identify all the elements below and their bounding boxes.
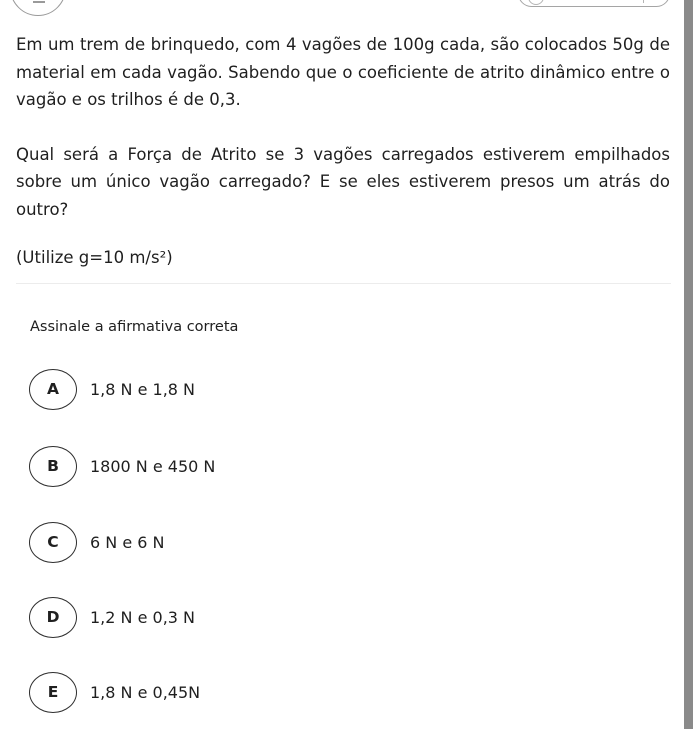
option-b[interactable]: [29, 445, 215, 487]
gravity-hint-suffix: ): [166, 248, 173, 267]
option-d-text: 1,2 N e 0,3 N: [90, 607, 196, 627]
option-e-letter[interactable]: E: [29, 672, 77, 713]
top-pill-control[interactable]: [518, 0, 670, 7]
circle-icon: [528, 0, 544, 5]
option-e[interactable]: [29, 671, 200, 713]
divider: [16, 283, 671, 284]
option-b-letter[interactable]: B: [29, 446, 77, 487]
question-text: [16, 31, 670, 223]
option-c[interactable]: [29, 521, 164, 563]
question-paragraph-1: Em um trem de brinquedo, com 4 vagões de 100g cada, são colocados 50g de material em cada vagão. Sabendo que o coeficiente de atrito dinâmico entre o vagão e os trilhos é de 0,3.: [16, 35, 670, 109]
option-c-text: 6 N e 6 N: [90, 532, 165, 552]
gravity-hint: [16, 244, 173, 272]
option-d[interactable]: [29, 596, 195, 638]
minus-icon: [33, 1, 45, 3]
option-a[interactable]: [29, 368, 195, 410]
option-e-text: 1,8 N e 0,45N: [90, 682, 201, 702]
option-c-letter[interactable]: C: [29, 522, 77, 563]
gravity-formula: g=10 m/s²: [78, 248, 167, 267]
option-a-letter[interactable]: A: [29, 369, 77, 410]
question-paragraph-2: Qual será a Força de Atrito se 3 vagões carregados estiverem empilhados sobre um único vagão carregado? E se eles estiverem presos um atrás do outro?: [16, 144, 670, 219]
scrollbar[interactable]: [684, 0, 693, 729]
tick-mark: [643, 0, 644, 3]
gravity-hint-prefix: (Utilize: [16, 248, 79, 267]
option-d-letter[interactable]: D: [29, 597, 77, 638]
option-b-text: 1800 N e 450 N: [90, 456, 216, 476]
option-a-text: 1,8 N e 1,8 N: [90, 379, 196, 399]
instruction-label: Assinale a afirmativa correta: [30, 319, 239, 335]
previous-control-circle[interactable]: [10, 0, 66, 16]
